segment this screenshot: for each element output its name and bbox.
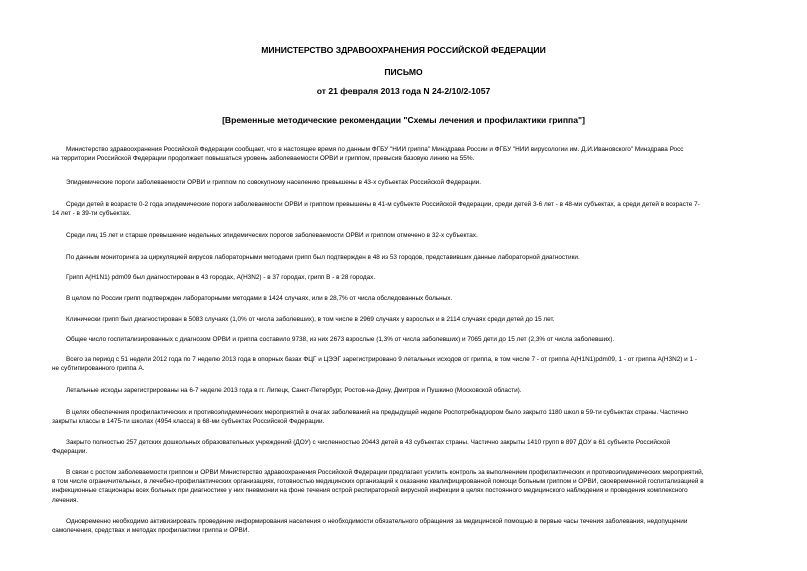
paragraph-line: лечения.: [52, 496, 79, 504]
paragraph-line: В целом по России грипп подтвержден лабораторными методами в 1424 случаях, или в 28,7% от числа обследованных больных.: [66, 295, 453, 302]
document-title: [Временные методические рекомендации "Схемы лечения и профилактики гриппа"]: [222, 115, 585, 125]
paragraph: [52, 178, 771, 187]
paragraph-line: инфекционные стационары всех больных при диагностике у них пневмонии на фоне течения острой респираторной вирусной инфекции в целях постоянного медицинского наблюдения и проведения комплексного: [52, 487, 688, 495]
paragraph: [52, 231, 771, 240]
paragraph-line: Министерство здравоохранения Российской Федерации сообщает, что в настоящее время по данным ФГБУ "НИИ гриппа" Минздрава России и ФГБУ "НИИ вирусологии им. Д.И.Ивановского" Минздрава Росс: [66, 146, 684, 153]
paragraph-line: Летальные исходы зарегистрированы на 6-7 неделе 2013 года в гг. Липецк, Санкт-Петербург, Ростов-на-Дону, Дмитров и Пушкино (Московской области).: [66, 387, 522, 394]
paragraph-line: закрыты классы в 1475-ти школах (4954 класса) в 68-ми субъектах Российской Федерации.: [52, 418, 325, 426]
paragraph: [52, 408, 771, 426]
paragraph-line: Всего за период с 51 недели 2012 года по 7 неделю 2013 года в опорных базах ФЦГ и ЦЭЭГ зарегистрировано 9 летальных исходов от гриппа, в том числе 7 - от гриппа A(H1N1)pdm09, 1 - от гриппа A(H3N2) и 1 -: [66, 356, 697, 363]
paragraph: [52, 386, 771, 395]
paragraph-line: на территории Российской Федерации продолжает повышаться уровень заболеваемости ОРВИ и гриппом, превысив базовую линию на 55%.: [52, 155, 475, 163]
paragraph-line: Одновременно необходимо активизировать проведение информирования населения о необходимости обязательного обращения за медицинской помощью в первые часы течения заболевания, недопущении: [66, 518, 688, 525]
paragraph-line: По данным мониторинга за циркуляцией вирусов лабораторными методами грипп был подтвержден в 48 из 53 городов, представивших данные лабораторной диагностики.: [66, 254, 580, 261]
paragraph-line: Закрыто полностью 257 детских дошкольных образовательных учреждений (ДОУ) с численностью 20443 детей в 43 субъектах страны. Частично закрыты 1410 групп в 897 ДОУ в 61 субъекте Российской: [66, 439, 671, 446]
ministry-heading: МИНИСТЕРСТВО ЗДРАВООХРАНЕНИЯ РОССИЙСКОЙ ФЕДЕРАЦИИ: [261, 45, 546, 55]
paragraph: [52, 253, 771, 262]
document-type-heading: ПИСЬМО: [384, 67, 423, 77]
paragraph-line: Клинически грипп был диагностирован в 5083 случаях (1,0% от числа заболевших), в том числе в 2969 случаях у взрослых и в 2114 случаях среди детей до 15 лет.: [66, 316, 555, 323]
paragraph-line: Федерации.: [52, 448, 88, 456]
paragraph: [52, 438, 771, 456]
paragraph-line: в том числе ограничительных, в лечебно-профилактических организациях, готовностью медицинских организаций к оказанию квалифицированной помощи больным гриппом и ОРВИ, своевременной госпитализацией в: [52, 478, 704, 486]
paragraph-line: Среди лиц 15 лет и старше превышение недельных эпидемических порогов заболеваемости ОРВИ и гриппом отмечено в 32-х субъектах.: [66, 232, 478, 239]
paragraph-line: 14 лет - в 39-ти субъектах.: [52, 210, 131, 218]
paragraph-line: В связи с ростом заболеваемости гриппом и ОРВИ Министерство здравоохранения Российской Федерации предлагает усилить контроль за выполнением профилактических и противоэпидемических мероприятий,: [66, 469, 704, 476]
paragraph-line: В целях обеспечения профилактических и противоэпидемических мероприятий в очагах заболеваний на предыдущей неделе Роспотребнадзором было закрыто 1180 школ в 59-ти субъектах страны. Частично: [66, 409, 688, 416]
paragraph: [52, 335, 771, 344]
paragraph-line: не субтипированного гриппа А.: [52, 365, 145, 373]
date-number-heading: от 21 февраля 2013 года N 24-2/10/2-1057: [316, 86, 491, 96]
paragraph: [52, 294, 771, 303]
paragraph-line: самолечения, средствах и методах профилактики гриппа и ОРВИ.: [52, 527, 250, 535]
paragraph-line: Грипп A(H1N1) pdm09 был диагностирован в 43 городах, A(H3N2) - в 37 городах, грипп B - в 28 городах.: [66, 274, 376, 281]
paragraph-line: Среди детей в возрасте 0-2 года эпидемические пороги заболеваемости ОРВИ и гриппом превышены в 41-м субъекте Российской Федерации, среди детей 3-6 лет - в 48-ми субъектах, а среди детей в возрасте 7-: [66, 201, 700, 208]
paragraph: [52, 273, 771, 282]
paragraph: [52, 315, 771, 324]
paragraph: [52, 355, 771, 373]
paragraph-line: Общее число госпитализированных с диагнозом ОРВИ и гриппа составило 9738, из них 2673 взрослые (1,3% от числа заболевших) и 7065 дети до 15 лет (2,3% от числа заболевших).: [66, 336, 615, 343]
paragraph-line: Эпидемические пороги заболеваемости ОРВИ и гриппом по совокупному населению превышены в 43-х субъектах Российской Федерации.: [66, 179, 482, 186]
paragraph: [52, 468, 771, 505]
paragraph: [52, 145, 771, 163]
paragraph: [52, 517, 771, 535]
paragraph: [52, 200, 771, 218]
